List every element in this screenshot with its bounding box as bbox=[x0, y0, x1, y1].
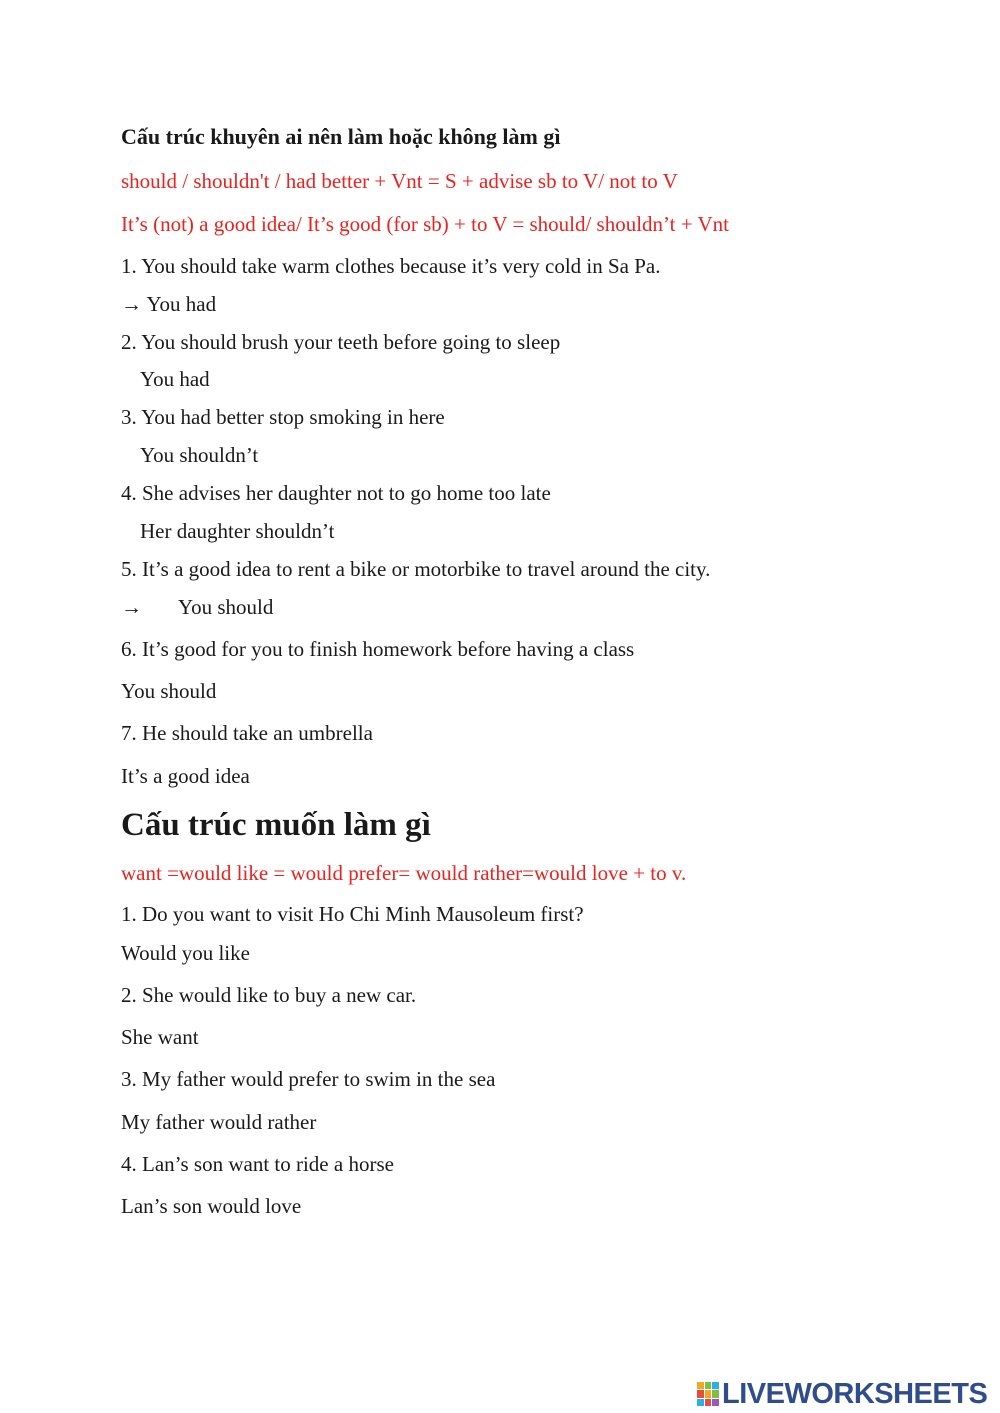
answer-8: Would you like bbox=[121, 941, 250, 965]
question-7: 7. He should take an umbrella bbox=[121, 721, 373, 745]
rule-want: want =would like = would prefer= would rather=would love + to v. bbox=[121, 861, 687, 885]
answer-7: It’s a good idea bbox=[121, 764, 250, 788]
section2-title: Cấu trúc muốn làm gì bbox=[121, 807, 431, 843]
question-3: 3. You had better stop smoking in here bbox=[121, 405, 445, 429]
answer-5 bbox=[121, 594, 273, 620]
logo-text: LIVEWORKSHEETS bbox=[722, 1377, 988, 1410]
arrow-icon: → bbox=[121, 595, 142, 619]
question-5: 5. It’s a good idea to rent a bike or motorbike to travel around the city. bbox=[121, 557, 711, 581]
question-8: 1. Do you want to visit Ho Chi Minh Mausoleum first? bbox=[121, 902, 584, 926]
logo-grid-icon bbox=[697, 1382, 719, 1406]
answer-2: You had bbox=[140, 367, 210, 391]
answer-11: Lan’s son would love bbox=[121, 1194, 302, 1218]
answer-6: You should bbox=[121, 679, 217, 703]
question-1: 1. You should take warm clothes because it’s very cold in Sa Pa. bbox=[121, 254, 661, 278]
liveworksheets-logo bbox=[697, 1379, 987, 1409]
question-10: 3. My father would prefer to swim in the sea bbox=[121, 1067, 496, 1091]
question-4: 4. She advises her daughter not to go home too late bbox=[121, 481, 551, 505]
question-2: 2. You should brush your teeth before going to sleep bbox=[121, 330, 561, 354]
rule-should: should / shouldn't / had better + Vnt = S + advise sb to V/ not to V bbox=[121, 169, 678, 193]
answer-5-text: You should bbox=[178, 595, 274, 619]
question-9: 2. She would like to buy a new car. bbox=[121, 983, 417, 1007]
question-6: 6. It’s good for you to finish homework before having a class bbox=[121, 637, 635, 661]
answer-10: My father would rather bbox=[121, 1110, 317, 1134]
answer-1: → You had bbox=[121, 292, 217, 316]
answer-4: Her daughter shouldn’t bbox=[140, 519, 335, 543]
answer-3: You shouldn’t bbox=[140, 443, 259, 467]
answer-9: She want bbox=[121, 1025, 199, 1049]
question-11: 4. Lan’s son want to ride a horse bbox=[121, 1152, 394, 1176]
rule-good-idea: It’s (not) a good idea/ It’s good (for sb) + to V = should/ shouldn’t + Vnt bbox=[121, 212, 729, 236]
section1-title: Cấu trúc khuyên ai nên làm hoặc không làm gì bbox=[121, 124, 561, 149]
